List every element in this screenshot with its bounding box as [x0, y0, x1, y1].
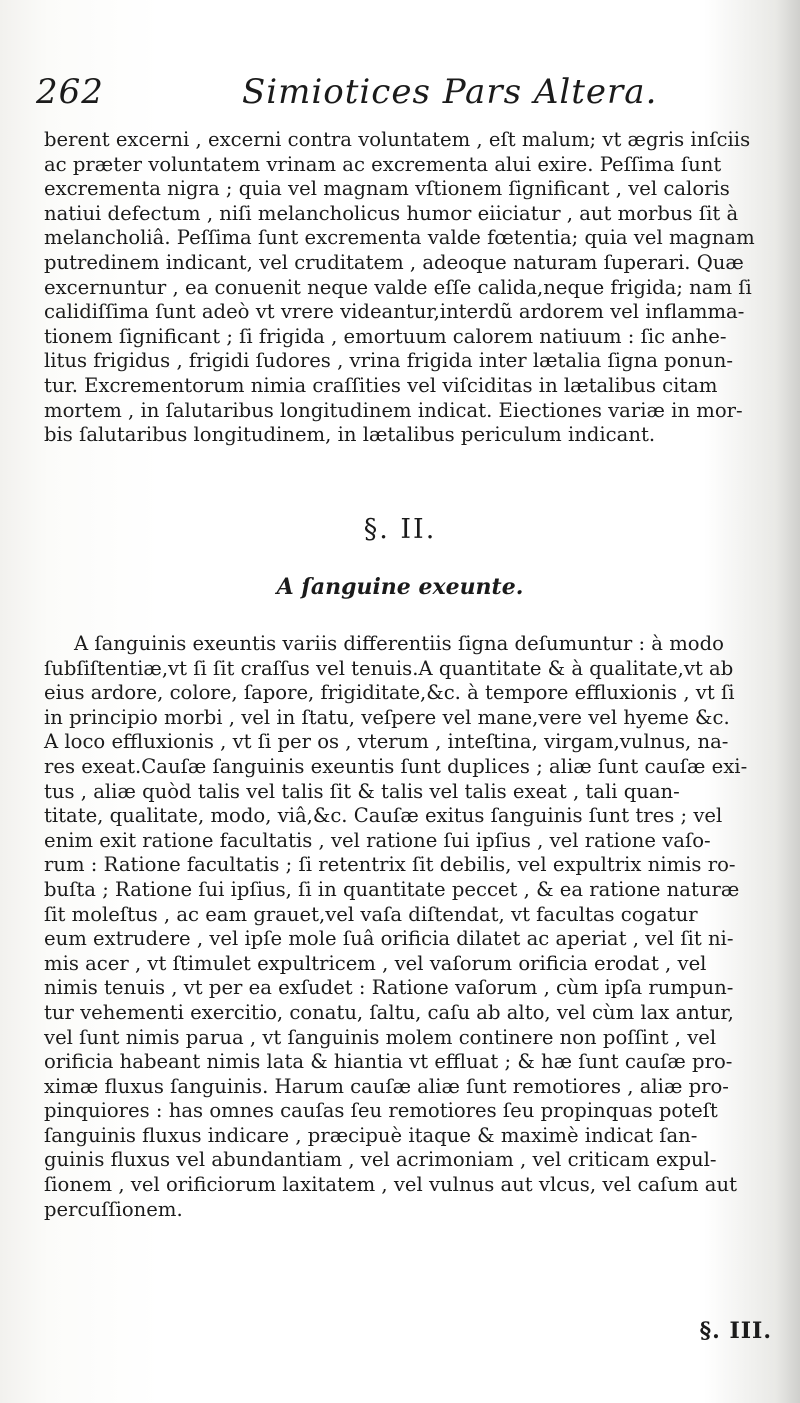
- text-line: rum : Ratione facultatis ; ſi retentrix ſit debilis, vel expultrix nimis ro-: [44, 853, 736, 877]
- text-line: res exeat.Cauſæ ſanguinis exeuntis ſunt duplices ; aliæ ſunt cauſæ exi-: [44, 754, 748, 778]
- text-line: A ſanguinis exeuntis variis differentiis ſigna deſumuntur : à modo: [74, 632, 724, 655]
- text-line: tur vehementi exercitio, conatu, ſaltu, caſu ab alto, vel cùm lax antur,: [44, 1000, 734, 1024]
- text-line: tur. Excrementorum nimia craſſities vel viſciditas in lætalibus citam: [44, 373, 718, 397]
- text-line: natiui defectum , niſi melancholicus humor eiiciatur , aut morbus ſit à: [44, 201, 739, 225]
- text-line: titate, qualitate, modo, viâ,&c. Cauſæ exitus ſanguinis ſunt tres ; vel: [44, 804, 723, 828]
- page-header: [36, 72, 776, 122]
- text-line: putredinem indicant, vel cruditatem , adeoque naturam ſuperari. Quæ: [44, 250, 744, 274]
- text-line: tus , aliæ quòd talis vel talis ſit & talis vel talis exeat , tali quan-: [44, 779, 680, 803]
- text-line: in principio morbi , vel in ſtatu, veſpere vel mane,vere vel hyeme &c.: [44, 705, 730, 729]
- text-line: litus frigidus , frigidi ſudores , vrina frigida inter lætalia ſigna ponun-: [44, 349, 733, 373]
- text-line: excrementa nigra ; quia vel magnam vſtionem ſignificant , vel caloris: [44, 177, 730, 201]
- text-line: orificia habeant nimis lata & hiantia vt effluat ; & hæ ſunt cauſæ pro-: [44, 1050, 733, 1074]
- text-line: enim exit ratione facultatis , vel ratione ſui ipſius , vel ratione vaſo-: [44, 828, 711, 852]
- text-line: calidiſſima ſunt adeò vt vrere videantur,interdũ ardorem vel inflamma-: [44, 300, 745, 324]
- text-line: percuſſionem.: [44, 1197, 183, 1221]
- text-line: ſionem , vel orificiorum laxitatem , vel vulnus aut vlcus, vel caſum aut: [44, 1173, 737, 1197]
- text-line: mortem , in ſalutaribus longitudinem indicat. Eiectiones variæ in mor-: [44, 398, 743, 422]
- text-line: ſubſiſtentiæ,vt ſi ſit craſſus vel tenuis.A quantitate & à qualitate,vt ab: [44, 656, 734, 680]
- text-line: mis acer , vt ſtimulet expultricem , vel vaſorum orificia erodat , vel: [44, 951, 707, 975]
- paragraph-excrementa: [44, 128, 766, 448]
- running-title: Simiotices Pars Altera.: [242, 72, 658, 112]
- text-line: nimis tenuis , vt per ea exſudet : Ratione vaſorum , cùm ipſa rumpun-: [44, 976, 734, 1000]
- text-line: bis ſalutaribus longitudinem, in lætalibus periculum indicant.: [44, 423, 656, 447]
- text-line: ſanguinis fluxus indicare , præcipuè itaque & maximè indicat ſan-: [44, 1123, 698, 1147]
- text-line: vel ſunt nimis parua , vt ſanguinis molem continere non poſſint , vel: [44, 1025, 717, 1049]
- text-line: ac præter voluntatem vrinam ac excrementa alui exire. Peſſima ſunt: [44, 152, 722, 176]
- section-title: A ſanguine exeunte.: [276, 574, 524, 600]
- text-line: eum extrudere , vel ipſe mole ſuâ orificia dilatet ac aperiat , vel ſit ni-: [44, 927, 734, 951]
- text-line: ximæ fluxus ſanguinis. Harum cauſæ aliæ ſunt remotiores , aliæ pro-: [44, 1074, 729, 1098]
- text-line: excernuntur , ea conuenit neque valde eſſe calida,neque frigida; nam ſi: [44, 275, 752, 299]
- text-line: berent excerni , excerni contra voluntatem , eſt malum; vt ægris inſciis: [44, 128, 751, 151]
- text-line: buſta ; Ratione ſui ipſius, ſi in quantitate peccet , & ea ratione naturæ: [44, 877, 740, 901]
- text-line: eius ardore, colore, ſapore, frigiditate,&c. à tempore effluxionis , vt ſi: [44, 681, 735, 705]
- text-line: pinquiores : has omnes cauſas ſeu remotiores ſeu propinquas poteſt: [44, 1099, 718, 1123]
- section-number: §. II.: [363, 514, 437, 545]
- text-line: tionem ſignificant ; ſi frigida , emortuum calorem natiuum : ſic anhe-: [44, 324, 727, 348]
- text-line: ſit moleſtus , ac eam grauet,vel vaſa diſtendat, vt facultas cogatur: [44, 902, 698, 926]
- text-line: A loco effluxionis , vt ſi per os , vterum , inteſtina, virgam,vulnus, na-: [44, 730, 729, 754]
- catchword: §. III.: [699, 1318, 772, 1344]
- paragraph-sanguine: [44, 632, 766, 1222]
- text-line: guinis fluxus vel abundantiam , vel acrimoniam , vel criticam expul-: [44, 1148, 717, 1172]
- text-line: melancholiâ. Peſſima ſunt excrementa valde fœtentia; quia vel magnam: [44, 226, 755, 250]
- page-number: 262: [36, 72, 104, 112]
